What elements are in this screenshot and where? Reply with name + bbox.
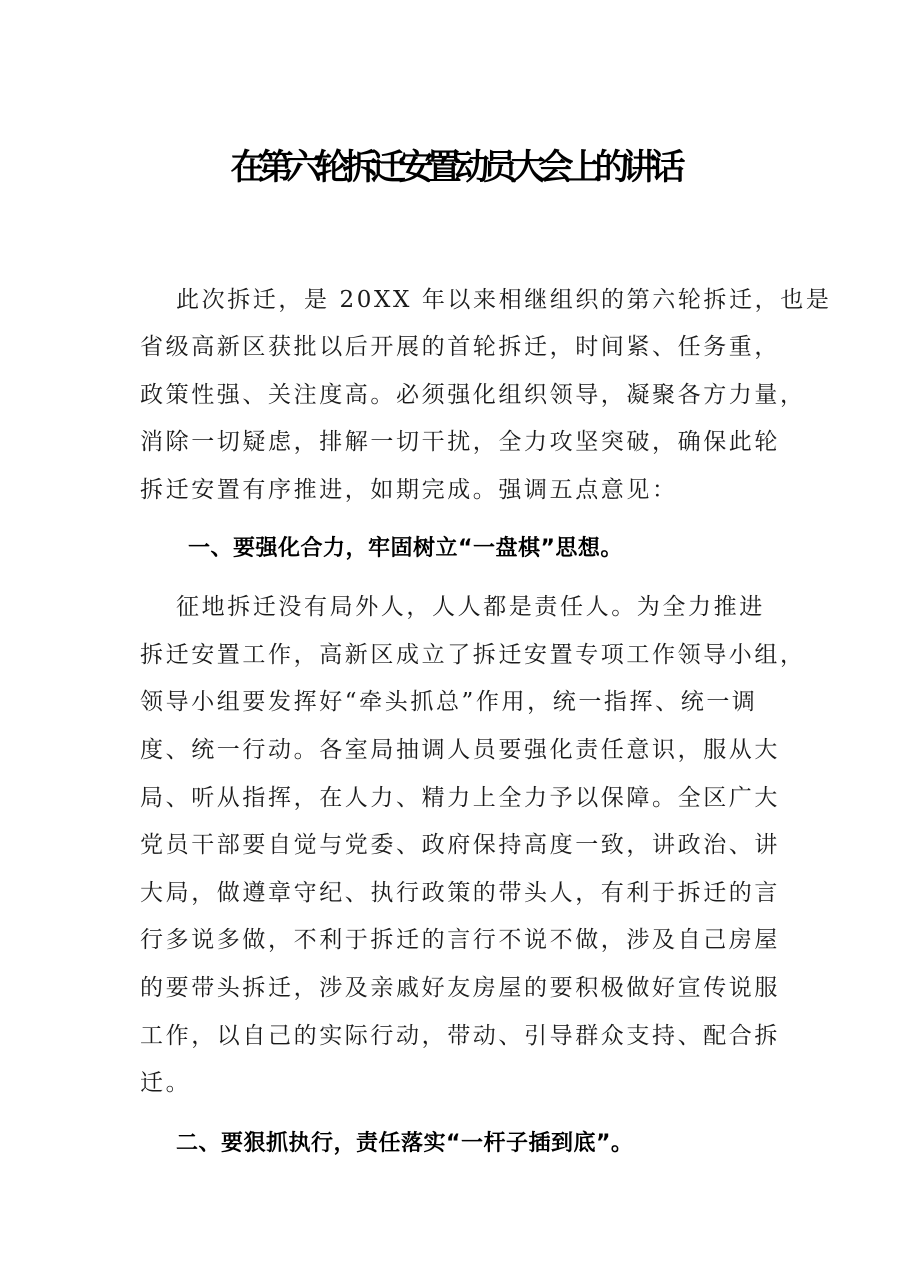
section-1-line-9: 的要带头拆迁，涉及亲戚好友房屋的要积极做好宣传说服 <box>140 975 780 1001</box>
section-1-line-3: 领导小组要发挥好“牵头抓总”作用，统一指挥、统一调 <box>140 689 758 715</box>
intro-line-5: 拆迁安置有序推进，如期完成。强调五点意见： <box>140 477 678 503</box>
section-1-line-10: 工作，以自己的实际行动，带动、引导群众支持、配合拆 <box>140 1023 780 1049</box>
intro-line-4: 消除一切疑虑，排解一切干扰，全力攻坚突破，确保此轮 <box>140 429 780 455</box>
section-2-heading: 二、要狠抓执行，责任落实“一杆子插到底”。 <box>176 1131 634 1156</box>
intro-line-3: 政策性强、关注度高。必须强化组织领导，凝聚各方力量， <box>140 382 806 408</box>
document-title: 在第六轮拆迁安置动员大会上的讲话 <box>230 147 679 188</box>
section-1-line-6: 党员干部要自觉与党委、政府保持高度一致，讲政治、讲 <box>140 832 780 858</box>
section-1-line-1: 征地拆迁没有局外人，人人都是责任人。为全力推进 <box>176 594 765 620</box>
section-1-line-8: 行多说多做，不利于拆迁的言行不说不做，涉及自己房屋 <box>140 927 780 953</box>
section-1-line-2: 拆迁安置工作，高新区成立了拆迁安置专项工作领导小组， <box>140 642 806 668</box>
intro-line-1: 此次拆迁，是 20XX 年以来相继组织的第六轮拆迁，也是 <box>176 287 832 313</box>
section-1-line-5: 局、听从指挥，在人力、精力上全力予以保障。全区广大 <box>140 785 780 811</box>
section-1-heading: 一、要强化合力，牢固树立“一盘棋”思想。 <box>188 536 623 561</box>
section-1-line-11: 迁。 <box>140 1070 192 1096</box>
section-1-line-4: 度、统一行动。各室局抽调人员要强化责任意识，服从大 <box>140 737 780 763</box>
section-1-line-7: 大局，做遵章守纪、执行政策的带头人，有利于拆迁的言 <box>140 880 780 906</box>
intro-line-2: 省级高新区获批以后开展的首轮拆迁，时间紧、任务重， <box>140 334 780 360</box>
